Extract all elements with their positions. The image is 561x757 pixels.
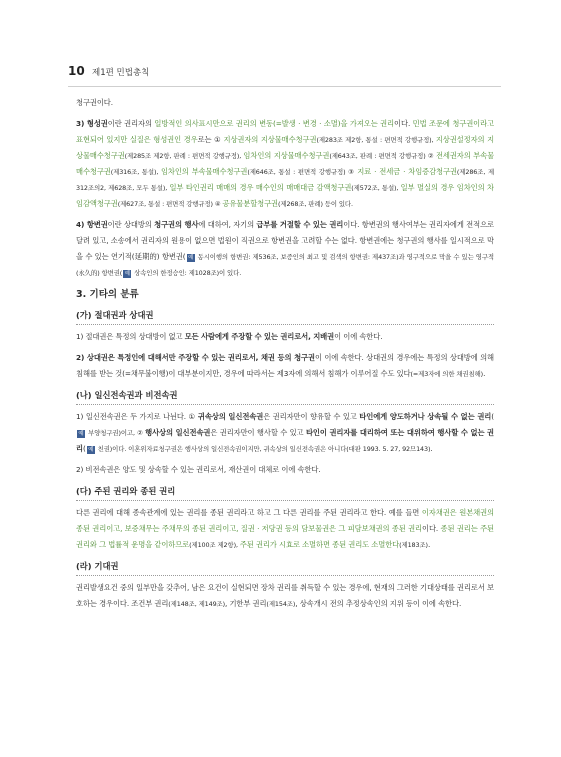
page-number: 10 — [68, 64, 85, 78]
paragraph-relative-right: 2) 상대권은 특정인에 대해서만 주장할 수 있는 권리로서, 채권 등의 청구권이 이에 속한다. 상대권의 경우에는 특정의 상대방에 의해 침해를 받는 것(=채무불이행)이 대부분이지만, 경우에 따라서는 제3자에 의해서 침해가 이루어질 수도 있다(=제3자에 의한 채권침해). — [76, 353, 495, 378]
paragraph-absolute-right: 1) 절대권은 특정의 상대방이 없고 모든 사람에게 주장할 수 있는 권리로서, 지배권이 이에 속한다. — [76, 332, 383, 341]
paragraph-principal-accessory-right: 다른 권리에 대해 종속관계에 있는 권리를 종된 권리라고 하고 그 다른 권리를 주된 권리라고 한다. 예를 들면 이자채권은 원본채권의 종된 권리이고, 보증채무는 주채무의 종된 권리이고, 질권 · 저당권 등의 담보물권은 그 피담보채권의 종된 권리이다. 종된 권리는 주된 권리와 그 법률적 운명을 같이하므로(제100조 제2항), 주된 권리가 시효로 소멸하면 종된 권리도 소멸한다(제183조). — [76, 508, 494, 549]
section-heading: 3. 기타의 분류 — [76, 289, 139, 300]
part-title: 제1편 민법총칙 — [92, 68, 150, 78]
running-header — [68, 64, 501, 87]
example-marker-icon: 예 — [187, 255, 194, 261]
example-marker-icon: 예 — [78, 431, 84, 437]
subsection-heading-ra: (라) 기대권 — [76, 558, 494, 576]
paragraph-non-exclusive-right: 2) 비전속권은 양도 및 상속할 수 있는 권리로서, 재산권이 대체로 이에 속한다. — [76, 465, 321, 474]
intro-line: 청구권이다. — [76, 98, 113, 107]
subsection-heading-na: (나) 일신전속권과 비전속권 — [76, 387, 494, 405]
paragraph-expectancy-right: 권리발생요건 중의 일부만을 갖추어, 남은 요건이 실현되면 장차 권리를 취득할 수 있는 경우에, 현재의 그러한 기대상태를 권리로서 보호하는 경우이다. 조건부 권리(제148조, 제149조), 기한부 권리(제154조), 상속개시 전의 추정상속인의 지위 등이 이에 속한다. — [76, 583, 494, 608]
subsection-heading-da: (다) 주된 권리와 종된 권리 — [76, 483, 494, 501]
paragraph-exclusive-right: 1) 일신전속권은 두 가지로 나뉜다. ① 귀속상의 일신전속권은 권리자만이 향유할 수 있고 타인에게 양도하거나 상속될 수 없는 권리(예 부양청구권)이고, ② 행사상의 일신전속권은 권리자만이 행사할 수 있고 타인이 권리자를 대리하여 또는 대위하여 행사할 수 없는 권리( 예 친권)이다. 이혼위자료청구권은 행사상의 일신전속권이지만, 귀속상의 일신전속권은 아니다(대판 1993. 5. 27, 92므143). — [76, 412, 495, 453]
subsection-heading-ga: (가) 절대권과 상대권 — [76, 307, 494, 325]
page-body — [76, 95, 494, 617]
example-marker-icon: 예 — [124, 271, 130, 277]
paragraph-defense-right: 4) 항변권이란 상대방의 청구권의 행사에 대하여, 자기의 급부를 거절할 수 있는 권리이다. 항변권의 행사여부는 권리자에게 전적으로 달려 있고, 소송에서 권리자의 원용이 없으면 법원이 직권으로 항변권을 고려할 수는 없다. 항변권에는 청구권의 행사를 일시적으로 막을 수 있는 연기적(延期的) 항변권( 예 동시이행의 항변권: 제536조, 보증인의 최고 및 검색의 항변권: 제437조)과 영구적으로 막을 수 있는 영구적(永久的) 항변권( 예 상속인의 한정승인: 제1028조)이 있다. — [76, 220, 494, 277]
paragraph-formation-right: 3) 형성권이란 권리자의 일방적인 의사표시만으로 권리의 변동(=발생 · 변경 · 소멸)을 가져오는 권리이다. 민법 조문에 청구권이라고 표현되어 있지만 실질은 형성권인 경우로는 ① 지상권자의 지상물매수청구권(제283조 제2항, 통설 : 편면적 강행규정), 지상권설정자의 지상물매수청구권(제285조 제2항, 판례 : 편면적 강행규정), 임차인의 지상물매수청구권(제643조, 판례 : 편면적 강행규정) ② 전세권자의 부속물매수청구권(제316조, 통설), 임차인의 부속물매수청구권(제646조, 통설 : 편면적 강행규정) ③ 지료 · 전세금 · 차임증감청구권(제286조, 제312조의2, 제628조, 모두 통설), 일부 타인권리 매매의 경우 매수인의 매매대금 감액청구권(제572조, 통설), 일부 멸실의 경우 임차인의 차임감액청구권(제627조, 통설 : 편면적 강행규정) ④ 공유물분할청구권(제268조, 판례) 등이 있다. — [76, 119, 495, 208]
example-marker-icon: 예 — [88, 447, 94, 453]
